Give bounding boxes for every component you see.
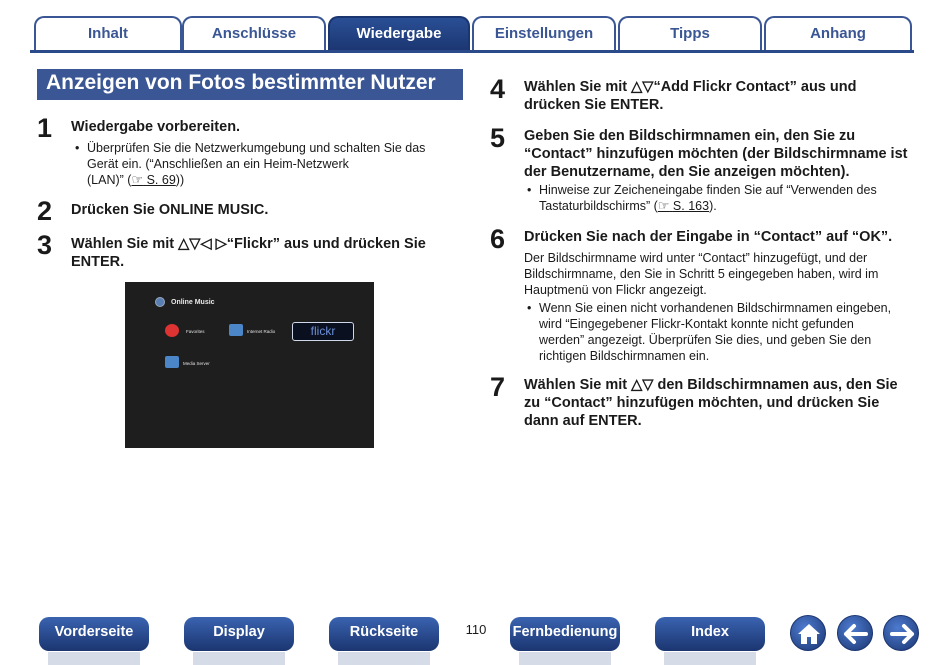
bullet-line: • Überprüfen Sie die Netzwerkumgebung und schalten Sie das [87,141,426,155]
vorderseite-button[interactable] [39,617,149,651]
internet-radio-icon [229,324,243,336]
pointing-hand-icon: ☞ [131,172,144,187]
para-line: Der Bildschirmname wird unter “Contact” hinzugefügt, und der [524,251,868,265]
step-number: 6 [490,224,506,254]
step-1 [37,115,457,195]
heart-icon [165,324,179,337]
bullet-text: ). [709,199,717,213]
bullet-line: • Wenn Sie einen nicht vorhandenen Bildschirmnamen eingeben, [539,301,892,315]
chapter-tabs [0,0,950,56]
home-button[interactable] [790,615,826,651]
bullet-line [539,198,919,214]
tab-label: Inhalt [88,24,128,42]
arrow-right-icon [889,621,915,647]
tab-einstellungen[interactable] [472,16,616,52]
title-line: Wählen Sie mit △▽“Add Flickr Contact” aus und [524,79,857,95]
page-reference-text: S. 163 [672,199,710,213]
step-bullet [539,182,919,214]
bullet-line: werden” angezeigt. Überprüfen Sie dies, und geben Sie den [539,333,872,347]
title-line: Wählen Sie mit △▽◁ ▷“Flickr” aus und drücken Sie [71,236,426,252]
tab-inhalt[interactable] [34,16,182,52]
step-title [524,376,919,430]
title-line: ENTER. [71,254,125,270]
step-title: Wiedergabe vorbereiten. [71,119,241,135]
tab-label: Anschlüsse [211,24,297,42]
nav-shadow [193,652,285,665]
bullet-line: richtigen Bildschirmnamen ein. [539,349,710,363]
bullet-text: )) [175,173,185,187]
page-reference-text: S. 69 [146,173,176,187]
step-number: 3 [37,230,53,260]
tab-label: Wiedergabe [356,24,442,42]
step-number: 4 [490,74,506,104]
button-label: Display [213,624,265,640]
para-line: Hauptmenü von Flickr angezeigt. [524,283,707,297]
favorites-label: Favorites [186,329,205,334]
section-title: Anzeigen von Fotos bestimmter Nutzer [37,69,463,100]
step-number: 5 [490,123,506,153]
title-line: der Benutzername, den Sie anzeigen möchten). [524,164,850,180]
nav-shadow [338,652,430,665]
button-label: Index [691,624,729,640]
step-paragraph [524,250,919,298]
title-line: “Contact” hinzufügen möchten (der Bildschirmname ist [524,146,908,162]
step-6 [490,226,920,366]
nav-shadow [664,652,756,665]
bullet-line: • Hinweise zur Zeicheneingabe finden Sie auf “Verwenden des [539,183,877,197]
screen-header: Online Music [171,299,215,306]
globe-icon [155,297,165,307]
title-line: Wählen Sie mit △▽ den Bildschirmnamen aus, den Sie [524,377,898,393]
title-line: zu “Contact” hinzufügen möchten, und drücken Sie [524,395,880,411]
tab-tipps[interactable] [618,16,762,52]
step-3 [37,232,457,272]
home-icon [796,621,822,647]
step-title [71,235,461,271]
bullet-text: (LAN)” ( [87,173,132,187]
step-7 [490,374,920,434]
button-label: Fernbedienung [512,624,618,640]
previous-page-button[interactable] [837,615,873,651]
bullet-line: Gerät ein. (“Anschließen an ein Heim-Netzwerk [87,157,349,171]
tab-label: Tipps [670,24,710,42]
title-line: Geben Sie den Bildschirmnamen ein, den Sie zu [524,128,856,144]
online-music-screenshot [125,282,374,448]
fernbedienung-button[interactable] [510,617,620,651]
arrow-left-icon [843,621,869,647]
button-label: Vorderseite [54,624,134,640]
step-5 [490,125,920,217]
index-button[interactable] [655,617,765,651]
tab-wiedergabe[interactable] [328,16,470,52]
nav-shadow [519,652,611,665]
internet-radio-label: Internet Radio [247,329,276,334]
step-number: 7 [490,372,506,402]
step-bullet [539,300,919,364]
display-button[interactable] [184,617,294,651]
page-reference-link[interactable] [658,199,709,213]
step-title: Drücken Sie ONLINE MUSIC. [71,202,269,218]
tab-label: Anhang [810,24,866,42]
step-bullet [87,140,467,188]
tab-anschluesse[interactable] [182,16,326,52]
next-page-button[interactable] [883,615,919,651]
tab-label: Einstellungen [494,24,594,42]
media-server-icon [165,356,179,368]
tab-anhang[interactable] [764,16,912,52]
step-2 [37,198,457,226]
step-number: 1 [37,113,53,143]
step-4 [490,76,920,116]
page-number: 110 [465,622,487,637]
flickr-item: flickr [292,322,354,341]
page-reference-link[interactable] [131,173,175,187]
media-server-label: Media Server [183,361,210,366]
title-line: drücken Sie ENTER. [524,97,664,113]
nav-shadow [48,652,140,665]
bullet-line: wird “Eingegebener Flickr-Kontakt konnte nicht gefunden [539,317,854,331]
step-title [524,127,919,181]
step-title [524,78,919,114]
bullet-line [87,172,467,188]
para-line: Bildschirmname, den Sie in Schritt 5 eingegeben haben, wird im [524,267,879,281]
rueckseite-button[interactable] [329,617,439,651]
button-label: Rückseite [349,624,419,640]
pointing-hand-icon: ☞ [657,198,670,213]
bullet-text: Tastaturbildschirms” ( [539,199,658,213]
title-line: dann auf ENTER. [524,413,642,429]
step-number: 2 [37,196,53,226]
step-title: Drücken Sie nach der Eingabe in “Contact” auf “OK”. [524,229,893,245]
tab-underline [30,50,914,53]
